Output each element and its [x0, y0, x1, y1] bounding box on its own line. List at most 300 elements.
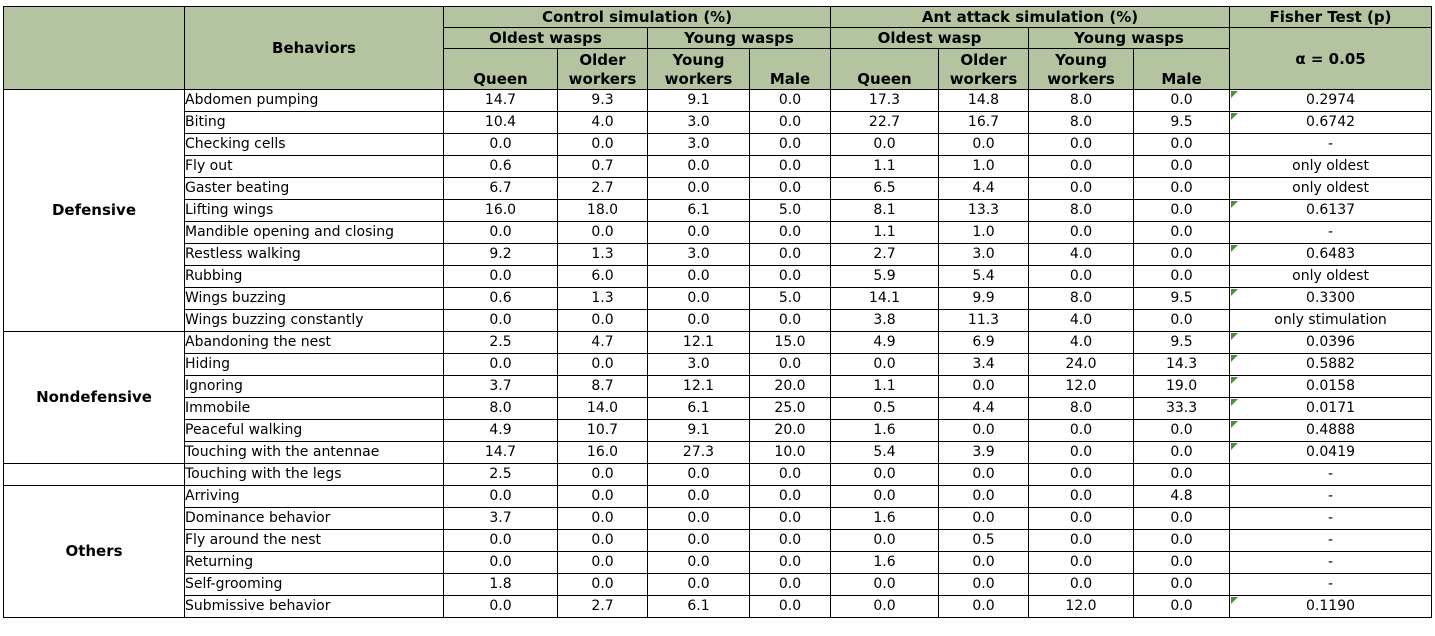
value-cell: 0.7 — [558, 156, 648, 178]
value-cell: 3.0 — [648, 134, 750, 156]
value-cell: 4.0 — [1029, 310, 1134, 332]
value-cell: 0.0 — [648, 310, 750, 332]
fisher-value: 0.4888 — [1306, 422, 1356, 438]
value-cell: 12.1 — [648, 332, 750, 354]
value-cell: 0.0 — [648, 552, 750, 574]
value-cell: 22.7 — [831, 112, 939, 134]
value-cell: 14.3 — [1134, 354, 1230, 376]
value-cell: 0.0 — [444, 552, 558, 574]
table-row — [4, 288, 1432, 310]
value-cell: 27.3 — [648, 442, 750, 464]
value-cell: 6.5 — [831, 178, 939, 200]
behavior-cell: Touching with the antennae — [185, 442, 444, 464]
value-cell: 14.7 — [444, 442, 558, 464]
value-cell: 0.6 — [444, 156, 558, 178]
value-cell: 5.4 — [831, 442, 939, 464]
value-cell: 0.0 — [750, 530, 831, 552]
behavior-cell: Immobile — [185, 398, 444, 420]
value-cell: 0.0 — [648, 486, 750, 508]
value-cell: 4.4 — [939, 178, 1029, 200]
fisher-cell — [1230, 222, 1432, 244]
value-cell: 1.1 — [831, 156, 939, 178]
value-cell: 9.1 — [648, 420, 750, 442]
behavior-cell: Submissive behavior — [185, 596, 444, 618]
header-older-workers-ant: Older workers — [939, 49, 1029, 90]
value-cell: 1.0 — [939, 222, 1029, 244]
value-cell: 4.0 — [1029, 332, 1134, 354]
value-cell: 8.0 — [1029, 200, 1134, 222]
table-row — [4, 200, 1432, 222]
fisher-cell — [1230, 310, 1432, 332]
value-cell: 0.0 — [750, 310, 831, 332]
table-header — [4, 7, 1432, 90]
fisher-cell — [1230, 288, 1432, 310]
value-cell: 3.0 — [648, 112, 750, 134]
fisher-cell — [1230, 156, 1432, 178]
value-cell: 25.0 — [750, 398, 831, 420]
header-category-blank — [4, 7, 185, 90]
value-cell: 3.8 — [831, 310, 939, 332]
error-flag-icon — [1231, 333, 1238, 340]
fisher-value: only stimulation — [1274, 312, 1387, 328]
value-cell: 2.7 — [558, 178, 648, 200]
table-row — [4, 464, 1432, 486]
value-cell: 14.7 — [444, 90, 558, 112]
value-cell: 16.0 — [444, 200, 558, 222]
behavior-cell: Lifting wings — [185, 200, 444, 222]
value-cell: 0.0 — [444, 266, 558, 288]
fisher-value: - — [1328, 466, 1334, 482]
value-cell: 3.0 — [939, 244, 1029, 266]
value-cell: 0.0 — [558, 486, 648, 508]
header-male-ant: Male — [1134, 49, 1230, 90]
value-cell: 9.2 — [444, 244, 558, 266]
table-row — [4, 574, 1432, 596]
header-young-workers-ant: Young workers — [1029, 49, 1134, 90]
table-row — [4, 266, 1432, 288]
error-flag-icon — [1231, 289, 1238, 296]
value-cell: 0.0 — [648, 574, 750, 596]
value-cell: 0.0 — [444, 530, 558, 552]
fisher-value: 0.0171 — [1306, 400, 1356, 416]
fisher-value: 0.2974 — [1306, 92, 1356, 108]
behavior-cell: Self-grooming — [185, 574, 444, 596]
fisher-cell — [1230, 574, 1432, 596]
behavior-cell: Touching with the legs — [185, 464, 444, 486]
value-cell: 0.0 — [1134, 222, 1230, 244]
value-cell: 1.8 — [444, 574, 558, 596]
value-cell: 20.0 — [750, 376, 831, 398]
value-cell: 6.0 — [558, 266, 648, 288]
value-cell: 0.0 — [750, 244, 831, 266]
value-cell: 0.0 — [939, 134, 1029, 156]
value-cell: 12.0 — [1029, 376, 1134, 398]
error-flag-icon — [1231, 201, 1238, 208]
value-cell: 0.0 — [558, 574, 648, 596]
value-cell: 9.5 — [1134, 112, 1230, 134]
value-cell: 8.0 — [1029, 90, 1134, 112]
value-cell: 0.5 — [939, 530, 1029, 552]
value-cell: 0.0 — [1134, 574, 1230, 596]
value-cell: 1.6 — [831, 552, 939, 574]
value-cell: 0.0 — [1134, 508, 1230, 530]
behavior-cell: Peaceful walking — [185, 420, 444, 442]
fisher-value: - — [1328, 488, 1334, 504]
value-cell: 0.0 — [831, 596, 939, 618]
value-cell: 24.0 — [1029, 354, 1134, 376]
value-cell: 0.0 — [831, 530, 939, 552]
value-cell: 9.1 — [648, 90, 750, 112]
behavior-cell: Ignoring — [185, 376, 444, 398]
fisher-value: - — [1328, 224, 1334, 240]
fisher-cell — [1230, 596, 1432, 618]
fisher-value: 0.0396 — [1306, 334, 1356, 350]
header-alpha: α = 0.05 — [1230, 28, 1432, 90]
value-cell: 0.0 — [1134, 90, 1230, 112]
behavior-cell: Wings buzzing constantly — [185, 310, 444, 332]
fisher-cell — [1230, 90, 1432, 112]
fisher-cell — [1230, 420, 1432, 442]
value-cell: 0.0 — [1029, 552, 1134, 574]
value-cell: 0.0 — [444, 486, 558, 508]
value-cell: 16.7 — [939, 112, 1029, 134]
table-row — [4, 134, 1432, 156]
error-flag-icon — [1231, 421, 1238, 428]
value-cell: 0.0 — [939, 376, 1029, 398]
value-cell: 2.5 — [444, 332, 558, 354]
value-cell: 3.9 — [939, 442, 1029, 464]
fisher-cell — [1230, 354, 1432, 376]
table-row — [4, 156, 1432, 178]
value-cell: 2.5 — [444, 464, 558, 486]
header-young-wasps-ant: Young wasps — [1029, 28, 1230, 49]
value-cell: 8.0 — [1029, 112, 1134, 134]
value-cell: 0.0 — [750, 354, 831, 376]
value-cell: 0.0 — [1029, 530, 1134, 552]
value-cell: 1.6 — [831, 508, 939, 530]
value-cell: 0.0 — [750, 508, 831, 530]
fisher-cell — [1230, 376, 1432, 398]
table-row — [4, 486, 1432, 508]
value-cell: 14.1 — [831, 288, 939, 310]
header-male: Male — [750, 49, 831, 90]
value-cell: 1.3 — [558, 288, 648, 310]
behavior-cell: Gaster beating — [185, 178, 444, 200]
behavior-cell: Arriving — [185, 486, 444, 508]
fisher-value: 0.3300 — [1306, 290, 1356, 306]
error-flag-icon — [1231, 91, 1238, 98]
error-flag-icon — [1231, 443, 1238, 450]
error-flag-icon — [1231, 355, 1238, 362]
value-cell: 0.0 — [648, 288, 750, 310]
value-cell: 6.1 — [648, 398, 750, 420]
value-cell: 0.0 — [750, 464, 831, 486]
value-cell: 5.0 — [750, 288, 831, 310]
value-cell: 3.0 — [648, 354, 750, 376]
header-young-wasps-control: Young wasps — [648, 28, 831, 49]
value-cell: 6.1 — [648, 596, 750, 618]
value-cell: 1.6 — [831, 420, 939, 442]
value-cell: 20.0 — [750, 420, 831, 442]
fisher-value: - — [1328, 576, 1334, 592]
value-cell: 0.0 — [558, 508, 648, 530]
fisher-value: - — [1328, 532, 1334, 548]
value-cell: 3.4 — [939, 354, 1029, 376]
value-cell: 14.0 — [558, 398, 648, 420]
value-cell: 0.0 — [1134, 552, 1230, 574]
header-oldest-wasp: Oldest wasp — [831, 28, 1029, 49]
fisher-cell — [1230, 552, 1432, 574]
value-cell: 13.3 — [939, 200, 1029, 222]
fisher-value: 0.1190 — [1306, 598, 1356, 614]
value-cell: 1.1 — [831, 222, 939, 244]
value-cell: 0.0 — [1134, 464, 1230, 486]
behavior-cell: Abandoning the nest — [185, 332, 444, 354]
value-cell: 0.0 — [1029, 222, 1134, 244]
fisher-cell — [1230, 486, 1432, 508]
value-cell: 0.0 — [1134, 156, 1230, 178]
error-flag-icon — [1231, 113, 1238, 120]
value-cell: 0.0 — [1134, 420, 1230, 442]
behavior-cell: Fly out — [185, 156, 444, 178]
value-cell: 0.0 — [750, 90, 831, 112]
table-row — [4, 222, 1432, 244]
table-row — [4, 420, 1432, 442]
fisher-cell — [1230, 464, 1432, 486]
behavior-cell: Mandible opening and closing — [185, 222, 444, 244]
value-cell: 4.8 — [1134, 486, 1230, 508]
header-behaviors: Behaviors — [185, 7, 444, 90]
value-cell: 0.0 — [750, 486, 831, 508]
value-cell: 0.0 — [444, 222, 558, 244]
behavior-cell: Hiding — [185, 354, 444, 376]
value-cell: 0.0 — [558, 354, 648, 376]
error-flag-icon — [1231, 377, 1238, 384]
fisher-cell — [1230, 112, 1432, 134]
value-cell: 0.0 — [1134, 530, 1230, 552]
value-cell: 12.1 — [648, 376, 750, 398]
behavior-cell: Rubbing — [185, 266, 444, 288]
value-cell: 0.0 — [1029, 574, 1134, 596]
table-row — [4, 530, 1432, 552]
value-cell: 0.0 — [558, 552, 648, 574]
fisher-cell — [1230, 398, 1432, 420]
value-cell: 0.0 — [1134, 244, 1230, 266]
value-cell: 8.1 — [831, 200, 939, 222]
value-cell: 0.0 — [831, 134, 939, 156]
value-cell: 0.0 — [1134, 596, 1230, 618]
behavior-cell: Fly around the nest — [185, 530, 444, 552]
value-cell: 5.9 — [831, 266, 939, 288]
value-cell: 0.0 — [750, 222, 831, 244]
value-cell: 0.0 — [750, 134, 831, 156]
category-cell: Others — [4, 486, 185, 618]
fisher-value: - — [1328, 554, 1334, 570]
header-fisher-test: Fisher Test (p) — [1230, 7, 1432, 28]
value-cell: 0.0 — [750, 112, 831, 134]
fisher-value: 0.6137 — [1306, 202, 1356, 218]
value-cell: 0.0 — [558, 222, 648, 244]
value-cell: 0.0 — [558, 530, 648, 552]
value-cell: 0.0 — [939, 486, 1029, 508]
header-queen-ant: Queen — [831, 49, 939, 90]
table-row — [4, 398, 1432, 420]
behavior-table — [3, 6, 1432, 618]
fisher-value: 0.5882 — [1306, 356, 1356, 372]
behavior-cell: Abdomen pumping — [185, 90, 444, 112]
table-row — [4, 442, 1432, 464]
value-cell: 9.5 — [1134, 332, 1230, 354]
table-row — [4, 376, 1432, 398]
table-row — [4, 178, 1432, 200]
value-cell: 4.0 — [1029, 244, 1134, 266]
value-cell: 8.0 — [1029, 288, 1134, 310]
value-cell: 0.0 — [831, 486, 939, 508]
value-cell: 0.0 — [750, 596, 831, 618]
value-cell: 0.0 — [750, 156, 831, 178]
value-cell: 8.0 — [1029, 398, 1134, 420]
value-cell: 4.9 — [444, 420, 558, 442]
value-cell: 0.0 — [1134, 134, 1230, 156]
fisher-value: 0.6742 — [1306, 114, 1356, 130]
value-cell: 3.7 — [444, 376, 558, 398]
fisher-value: only oldest — [1292, 180, 1369, 196]
value-cell: 0.0 — [1029, 508, 1134, 530]
value-cell: 0.6 — [444, 288, 558, 310]
value-cell: 0.0 — [1029, 266, 1134, 288]
value-cell: 6.1 — [648, 200, 750, 222]
value-cell: 17.3 — [831, 90, 939, 112]
header-ant-attack-simulation: Ant attack simulation (%) — [831, 7, 1230, 28]
value-cell: 0.0 — [1134, 200, 1230, 222]
value-cell: 0.0 — [1029, 156, 1134, 178]
value-cell: 1.1 — [831, 376, 939, 398]
fisher-value: - — [1328, 136, 1334, 152]
value-cell: 0.0 — [939, 420, 1029, 442]
value-cell: 0.5 — [831, 398, 939, 420]
table-row — [4, 310, 1432, 332]
fisher-cell — [1230, 244, 1432, 266]
value-cell: 4.9 — [831, 332, 939, 354]
value-cell: 15.0 — [750, 332, 831, 354]
value-cell: 12.0 — [1029, 596, 1134, 618]
table-row — [4, 354, 1432, 376]
value-cell: 0.0 — [648, 178, 750, 200]
fisher-value: 0.6483 — [1306, 246, 1356, 262]
error-flag-icon — [1231, 597, 1238, 604]
value-cell: 0.0 — [444, 354, 558, 376]
value-cell: 0.0 — [1134, 442, 1230, 464]
category-cell: Defensive — [4, 90, 185, 332]
table-row — [4, 112, 1432, 134]
value-cell: 0.0 — [939, 464, 1029, 486]
behavior-cell: Biting — [185, 112, 444, 134]
value-cell: 0.0 — [750, 266, 831, 288]
value-cell: 0.0 — [1134, 266, 1230, 288]
behavior-cell: Returning — [185, 552, 444, 574]
value-cell: 33.3 — [1134, 398, 1230, 420]
value-cell: 0.0 — [648, 530, 750, 552]
header-oldest-wasps: Oldest wasps — [444, 28, 648, 49]
value-cell: 0.0 — [648, 156, 750, 178]
fisher-cell — [1230, 178, 1432, 200]
category-cell — [4, 464, 185, 486]
value-cell: 0.0 — [444, 134, 558, 156]
value-cell: 0.0 — [648, 266, 750, 288]
value-cell: 0.0 — [444, 596, 558, 618]
fisher-cell — [1230, 134, 1432, 156]
error-flag-icon — [1231, 245, 1238, 252]
value-cell: 18.0 — [558, 200, 648, 222]
value-cell: 0.0 — [1029, 442, 1134, 464]
fisher-cell — [1230, 332, 1432, 354]
fisher-value: only oldest — [1292, 158, 1369, 174]
value-cell: 9.3 — [558, 90, 648, 112]
value-cell: 0.0 — [558, 310, 648, 332]
value-cell: 11.3 — [939, 310, 1029, 332]
table-row — [4, 508, 1432, 530]
table-row — [4, 90, 1432, 112]
value-cell: 0.0 — [750, 552, 831, 574]
value-cell: 0.0 — [750, 574, 831, 596]
table-body — [4, 90, 1432, 618]
fisher-value: - — [1328, 510, 1334, 526]
value-cell: 9.5 — [1134, 288, 1230, 310]
value-cell: 1.0 — [939, 156, 1029, 178]
behavior-cell: Wings buzzing — [185, 288, 444, 310]
category-cell: Nondefensive — [4, 332, 185, 464]
value-cell: 5.4 — [939, 266, 1029, 288]
error-flag-icon — [1231, 399, 1238, 406]
value-cell: 2.7 — [831, 244, 939, 266]
table-row — [4, 596, 1432, 618]
value-cell: 0.0 — [831, 574, 939, 596]
value-cell: 0.0 — [939, 596, 1029, 618]
value-cell: 0.0 — [1134, 310, 1230, 332]
header-row-1 — [4, 7, 1432, 28]
value-cell: 3.7 — [444, 508, 558, 530]
value-cell: 3.0 — [648, 244, 750, 266]
value-cell: 9.9 — [939, 288, 1029, 310]
value-cell: 6.7 — [444, 178, 558, 200]
fisher-value: 0.0419 — [1306, 444, 1356, 460]
value-cell: 8.7 — [558, 376, 648, 398]
value-cell: 0.0 — [939, 508, 1029, 530]
value-cell: 0.0 — [648, 464, 750, 486]
value-cell: 0.0 — [1029, 464, 1134, 486]
behavior-cell: Dominance behavior — [185, 508, 444, 530]
fisher-value: 0.0158 — [1306, 378, 1356, 394]
fisher-cell — [1230, 530, 1432, 552]
header-young-workers: Young workers — [648, 49, 750, 90]
value-cell: 4.4 — [939, 398, 1029, 420]
fisher-cell — [1230, 508, 1432, 530]
fisher-cell — [1230, 266, 1432, 288]
fisher-cell — [1230, 442, 1432, 464]
behavior-cell: Checking cells — [185, 134, 444, 156]
value-cell: 0.0 — [831, 464, 939, 486]
value-cell: 19.0 — [1134, 376, 1230, 398]
value-cell: 6.9 — [939, 332, 1029, 354]
value-cell: 0.0 — [1029, 420, 1134, 442]
value-cell: 0.0 — [750, 178, 831, 200]
table-row — [4, 552, 1432, 574]
header-queen: Queen — [444, 49, 558, 90]
fisher-value: only oldest — [1292, 268, 1369, 284]
fisher-cell — [1230, 200, 1432, 222]
value-cell: 0.0 — [939, 552, 1029, 574]
value-cell: 0.0 — [648, 222, 750, 244]
